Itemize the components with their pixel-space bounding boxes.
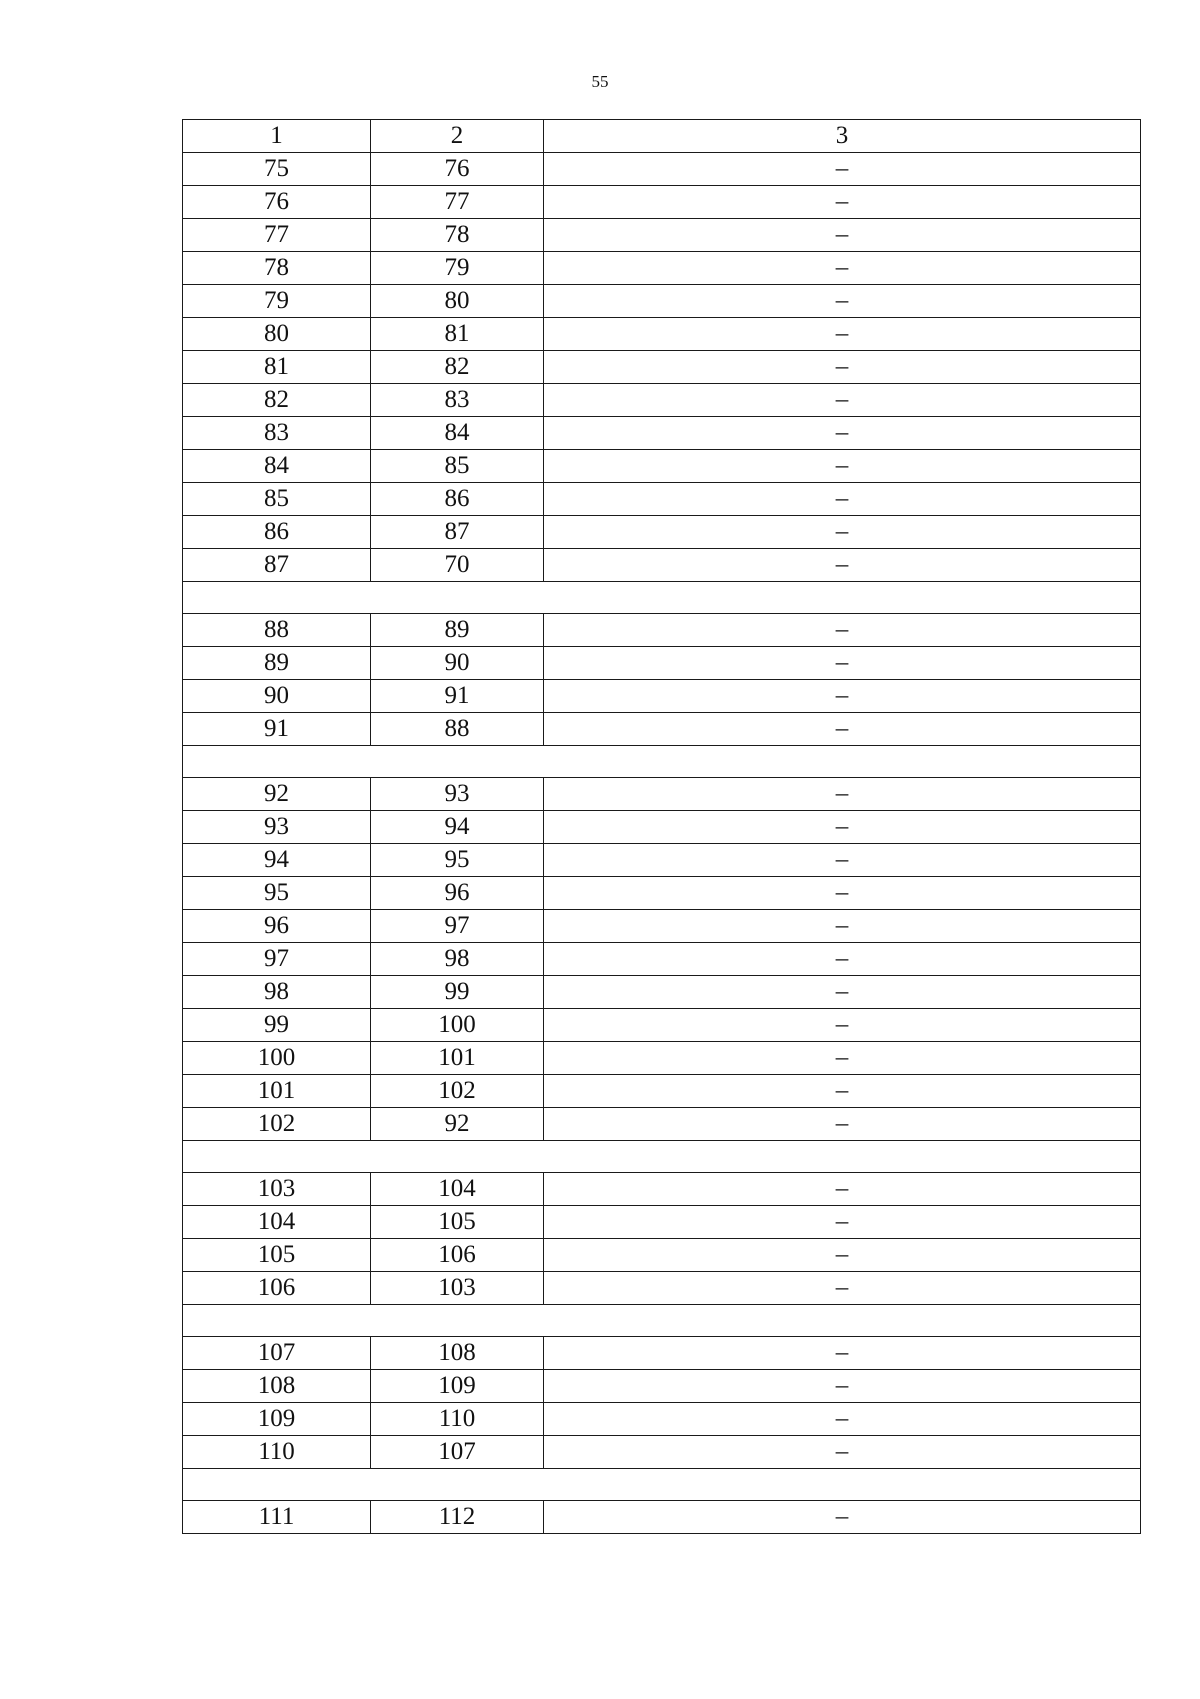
cell-column-2: 96 bbox=[371, 877, 544, 910]
cell-column-3 bbox=[544, 680, 1141, 713]
data-table bbox=[182, 119, 1141, 1534]
cell-column-3 bbox=[544, 877, 1141, 910]
dash-mark: – bbox=[835, 1044, 849, 1071]
table-row bbox=[183, 1370, 1141, 1403]
dash-mark: – bbox=[835, 1011, 849, 1038]
cell-column-1: 92 bbox=[183, 778, 371, 811]
cell-column-1: 88 bbox=[183, 614, 371, 647]
cell-column-3 bbox=[544, 778, 1141, 811]
cell-column-3 bbox=[544, 351, 1141, 384]
dash-mark: – bbox=[835, 320, 849, 347]
table-row bbox=[183, 1436, 1141, 1469]
cell-column-1: 101 bbox=[183, 1075, 371, 1108]
table-row bbox=[183, 844, 1141, 877]
cell-column-2: 81 bbox=[371, 318, 544, 351]
table-row bbox=[183, 1239, 1141, 1272]
cell-column-2: 88 bbox=[371, 713, 544, 746]
table-row bbox=[183, 976, 1141, 1009]
cell-column-1: 79 bbox=[183, 285, 371, 318]
table-row bbox=[183, 1403, 1141, 1436]
dash-mark: – bbox=[835, 254, 849, 281]
cell-column-3 bbox=[544, 1075, 1141, 1108]
table-row bbox=[183, 153, 1141, 186]
dash-mark: – bbox=[835, 846, 849, 873]
cell-column-3 bbox=[544, 285, 1141, 318]
separator-cell bbox=[183, 1469, 1141, 1501]
cell-column-1: 100 bbox=[183, 1042, 371, 1075]
cell-column-2: 76 bbox=[371, 153, 544, 186]
cell-column-2: 100 bbox=[371, 1009, 544, 1042]
cell-column-3 bbox=[544, 1370, 1141, 1403]
cell-column-2: 90 bbox=[371, 647, 544, 680]
cell-column-3 bbox=[544, 450, 1141, 483]
table-body bbox=[183, 153, 1141, 1534]
cell-column-2: 70 bbox=[371, 549, 544, 582]
cell-column-1: 107 bbox=[183, 1337, 371, 1370]
table-separator-row bbox=[183, 1469, 1141, 1501]
table-row bbox=[183, 318, 1141, 351]
dash-mark: – bbox=[835, 1208, 849, 1235]
column-header-3: 3 bbox=[544, 120, 1141, 153]
cell-column-3 bbox=[544, 252, 1141, 285]
separator-cell bbox=[183, 582, 1141, 614]
cell-column-2: 101 bbox=[371, 1042, 544, 1075]
cell-column-2: 110 bbox=[371, 1403, 544, 1436]
table-row bbox=[183, 910, 1141, 943]
cell-column-2: 86 bbox=[371, 483, 544, 516]
cell-column-2: 97 bbox=[371, 910, 544, 943]
cell-column-2: 109 bbox=[371, 1370, 544, 1403]
cell-column-3 bbox=[544, 811, 1141, 844]
table-separator-row bbox=[183, 1305, 1141, 1337]
table-row bbox=[183, 1206, 1141, 1239]
dash-mark: – bbox=[835, 945, 849, 972]
cell-column-1: 105 bbox=[183, 1239, 371, 1272]
dash-mark: – bbox=[835, 649, 849, 676]
cell-column-1: 103 bbox=[183, 1173, 371, 1206]
cell-column-3 bbox=[544, 417, 1141, 450]
cell-column-2: 91 bbox=[371, 680, 544, 713]
table-separator-row bbox=[183, 582, 1141, 614]
cell-column-1: 108 bbox=[183, 1370, 371, 1403]
cell-column-1: 95 bbox=[183, 877, 371, 910]
cell-column-1: 111 bbox=[183, 1501, 371, 1534]
table-row bbox=[183, 450, 1141, 483]
cell-column-2: 93 bbox=[371, 778, 544, 811]
cell-column-2: 79 bbox=[371, 252, 544, 285]
cell-column-1: 86 bbox=[183, 516, 371, 549]
table-row bbox=[183, 713, 1141, 746]
cell-column-1: 97 bbox=[183, 943, 371, 976]
cell-column-1: 89 bbox=[183, 647, 371, 680]
dash-mark: – bbox=[835, 813, 849, 840]
cell-column-1: 98 bbox=[183, 976, 371, 1009]
dash-mark: – bbox=[835, 221, 849, 248]
table-row bbox=[183, 1272, 1141, 1305]
dash-mark: – bbox=[835, 879, 849, 906]
cell-column-1: 96 bbox=[183, 910, 371, 943]
cell-column-1: 75 bbox=[183, 153, 371, 186]
cell-column-1: 104 bbox=[183, 1206, 371, 1239]
table-row bbox=[183, 252, 1141, 285]
table-row bbox=[183, 351, 1141, 384]
cell-column-1: 80 bbox=[183, 318, 371, 351]
cell-column-3 bbox=[544, 318, 1141, 351]
cell-column-3 bbox=[544, 943, 1141, 976]
cell-column-2: 77 bbox=[371, 186, 544, 219]
table-row bbox=[183, 483, 1141, 516]
separator-cell bbox=[183, 746, 1141, 778]
dash-mark: – bbox=[835, 287, 849, 314]
cell-column-2: 85 bbox=[371, 450, 544, 483]
cell-column-1: 77 bbox=[183, 219, 371, 252]
cell-column-3 bbox=[544, 614, 1141, 647]
cell-column-3 bbox=[544, 1108, 1141, 1141]
dash-mark: – bbox=[835, 1405, 849, 1432]
cell-column-2: 103 bbox=[371, 1272, 544, 1305]
cell-column-2: 106 bbox=[371, 1239, 544, 1272]
table-row bbox=[183, 647, 1141, 680]
cell-column-2: 87 bbox=[371, 516, 544, 549]
cell-column-3 bbox=[544, 1173, 1141, 1206]
dash-mark: – bbox=[835, 1372, 849, 1399]
cell-column-2: 94 bbox=[371, 811, 544, 844]
separator-cell bbox=[183, 1305, 1141, 1337]
cell-column-2: 80 bbox=[371, 285, 544, 318]
column-header-1: 1 bbox=[183, 120, 371, 153]
table-row bbox=[183, 778, 1141, 811]
dash-mark: – bbox=[835, 1110, 849, 1137]
table-separator-row bbox=[183, 746, 1141, 778]
cell-column-1: 76 bbox=[183, 186, 371, 219]
table-row bbox=[183, 614, 1141, 647]
dash-mark: – bbox=[835, 1175, 849, 1202]
cell-column-1: 99 bbox=[183, 1009, 371, 1042]
page-number: 55 bbox=[591, 72, 609, 91]
cell-column-2: 104 bbox=[371, 1173, 544, 1206]
table-row bbox=[183, 877, 1141, 910]
cell-column-1: 78 bbox=[183, 252, 371, 285]
cell-column-1: 94 bbox=[183, 844, 371, 877]
dash-mark: – bbox=[835, 715, 849, 742]
cell-column-3 bbox=[544, 1042, 1141, 1075]
cell-column-3 bbox=[544, 549, 1141, 582]
cell-column-1: 91 bbox=[183, 713, 371, 746]
table-separator-row bbox=[183, 1141, 1141, 1173]
table-row bbox=[183, 1337, 1141, 1370]
table-row bbox=[183, 1108, 1141, 1141]
table-row bbox=[183, 680, 1141, 713]
cell-column-2: 84 bbox=[371, 417, 544, 450]
table-row bbox=[183, 516, 1141, 549]
cell-column-3 bbox=[544, 384, 1141, 417]
cell-column-3 bbox=[544, 186, 1141, 219]
cell-column-3 bbox=[544, 1239, 1141, 1272]
dash-mark: – bbox=[835, 518, 849, 545]
dash-mark: – bbox=[835, 682, 849, 709]
dash-mark: – bbox=[835, 452, 849, 479]
cell-column-3 bbox=[544, 976, 1141, 1009]
cell-column-1: 93 bbox=[183, 811, 371, 844]
cell-column-1: 87 bbox=[183, 549, 371, 582]
cell-column-2: 98 bbox=[371, 943, 544, 976]
cell-column-3 bbox=[544, 1272, 1141, 1305]
cell-column-3 bbox=[544, 516, 1141, 549]
table-row bbox=[183, 1173, 1141, 1206]
dash-mark: – bbox=[835, 155, 849, 182]
cell-column-3 bbox=[544, 1206, 1141, 1239]
dash-mark: – bbox=[835, 1274, 849, 1301]
dash-mark: – bbox=[835, 188, 849, 215]
cell-column-3 bbox=[544, 153, 1141, 186]
cell-column-3 bbox=[544, 219, 1141, 252]
cell-column-3 bbox=[544, 1501, 1141, 1534]
dash-mark: – bbox=[835, 1339, 849, 1366]
dash-mark: – bbox=[835, 353, 849, 380]
table-header-row bbox=[183, 120, 1141, 153]
cell-column-2: 107 bbox=[371, 1436, 544, 1469]
table-row bbox=[183, 186, 1141, 219]
cell-column-3 bbox=[544, 844, 1141, 877]
table-row bbox=[183, 285, 1141, 318]
cell-column-1: 109 bbox=[183, 1403, 371, 1436]
table-row bbox=[183, 1009, 1141, 1042]
cell-column-2: 105 bbox=[371, 1206, 544, 1239]
table-row bbox=[183, 549, 1141, 582]
table-row bbox=[183, 384, 1141, 417]
table-row bbox=[183, 943, 1141, 976]
dash-mark: – bbox=[835, 485, 849, 512]
cell-column-2: 99 bbox=[371, 976, 544, 1009]
table-row bbox=[183, 1075, 1141, 1108]
dash-mark: – bbox=[835, 386, 849, 413]
cell-column-2: 89 bbox=[371, 614, 544, 647]
dash-mark: – bbox=[835, 419, 849, 446]
cell-column-1: 84 bbox=[183, 450, 371, 483]
table-row bbox=[183, 417, 1141, 450]
cell-column-2: 78 bbox=[371, 219, 544, 252]
dash-mark: – bbox=[835, 1077, 849, 1104]
cell-column-3 bbox=[544, 483, 1141, 516]
cell-column-3 bbox=[544, 910, 1141, 943]
cell-column-2: 108 bbox=[371, 1337, 544, 1370]
cell-column-3 bbox=[544, 1337, 1141, 1370]
column-header-2: 2 bbox=[371, 120, 544, 153]
cell-column-3 bbox=[544, 1009, 1141, 1042]
table-row bbox=[183, 1501, 1141, 1534]
cell-column-3 bbox=[544, 647, 1141, 680]
table-row bbox=[183, 219, 1141, 252]
cell-column-1: 82 bbox=[183, 384, 371, 417]
dash-mark: – bbox=[835, 551, 849, 578]
cell-column-1: 83 bbox=[183, 417, 371, 450]
table-row bbox=[183, 811, 1141, 844]
cell-column-2: 92 bbox=[371, 1108, 544, 1141]
cell-column-1: 81 bbox=[183, 351, 371, 384]
cell-column-3 bbox=[544, 713, 1141, 746]
cell-column-2: 82 bbox=[371, 351, 544, 384]
table-row bbox=[183, 1042, 1141, 1075]
dash-mark: – bbox=[835, 780, 849, 807]
cell-column-3 bbox=[544, 1436, 1141, 1469]
dash-mark: – bbox=[835, 1503, 849, 1530]
cell-column-1: 110 bbox=[183, 1436, 371, 1469]
dash-mark: – bbox=[835, 616, 849, 643]
cell-column-1: 106 bbox=[183, 1272, 371, 1305]
cell-column-1: 90 bbox=[183, 680, 371, 713]
dash-mark: – bbox=[835, 1241, 849, 1268]
cell-column-2: 83 bbox=[371, 384, 544, 417]
cell-column-3 bbox=[544, 1403, 1141, 1436]
cell-column-2: 95 bbox=[371, 844, 544, 877]
cell-column-2: 102 bbox=[371, 1075, 544, 1108]
cell-column-2: 112 bbox=[371, 1501, 544, 1534]
separator-cell bbox=[183, 1141, 1141, 1173]
dash-mark: – bbox=[835, 912, 849, 939]
cell-column-1: 85 bbox=[183, 483, 371, 516]
dash-mark: – bbox=[835, 1438, 849, 1465]
dash-mark: – bbox=[835, 978, 849, 1005]
cell-column-1: 102 bbox=[183, 1108, 371, 1141]
